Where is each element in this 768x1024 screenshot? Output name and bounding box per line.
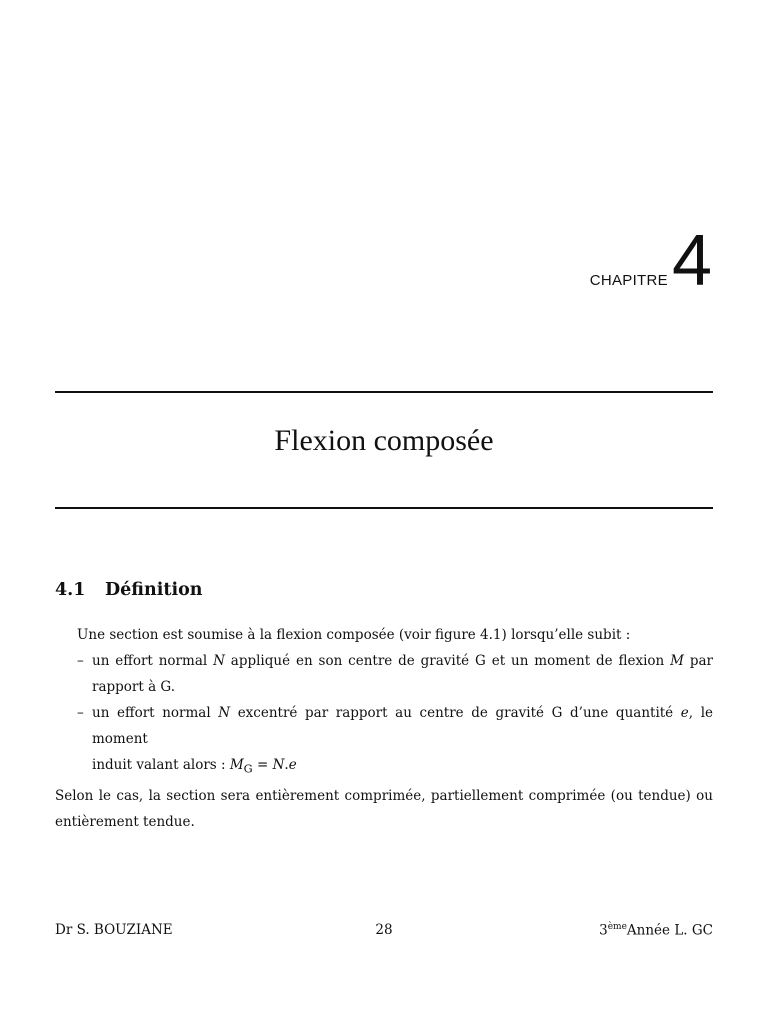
- list-item-line: rapport à G.: [92, 679, 176, 695]
- footer-course-label: Année L. GC: [626, 922, 713, 939]
- text-run: excentré par rapport au centre de gravité G d’une quantité: [230, 705, 681, 721]
- list-item-line: [92, 752, 713, 783]
- math-symbol: e: [288, 757, 297, 773]
- conclusion-line: Selon le cas, la section sera entièrement comprimée, partiellement comprimée (ou tendue) ou: [55, 787, 713, 804]
- conclusion-line: entièrement tendue.: [55, 813, 195, 830]
- footer-ordinal: ème: [607, 922, 627, 932]
- text-run: par: [683, 653, 713, 669]
- list-dash: –: [77, 653, 84, 669]
- chapter-heading: [589, 221, 712, 301]
- intro-paragraph: Une section est soumise à la flexion composée (voir figure 4.1) lorsqu’elle subit :: [77, 627, 631, 643]
- list-item: [55, 700, 713, 783]
- list-item-line: [92, 648, 713, 674]
- list-dash: –: [77, 705, 84, 721]
- section-heading: [55, 580, 203, 600]
- math-symbol: e: [680, 705, 689, 721]
- bottom-rule: [55, 507, 713, 509]
- footer-author: Dr S. BOUZIANE: [55, 922, 173, 938]
- section-title: Définition: [105, 580, 203, 600]
- chapter-label: CHAPITRE: [589, 272, 668, 289]
- math-operator: =: [252, 757, 273, 773]
- text-run: un effort normal: [92, 705, 219, 721]
- math-subscript: G: [243, 762, 253, 776]
- math-symbol: M: [229, 757, 244, 773]
- top-rule: [55, 391, 713, 393]
- text-run: appliqué en son centre de gravité G et un moment de flexion: [224, 653, 671, 669]
- math-symbol: M: [670, 653, 684, 669]
- footer-course: [599, 922, 713, 939]
- chapter-number: 4: [671, 221, 712, 301]
- text-run: un effort normal: [92, 653, 214, 669]
- math-symbol: N: [218, 705, 231, 721]
- page-number: 28: [375, 922, 393, 938]
- section-body: [55, 622, 713, 835]
- text-run: induit valant alors :: [92, 757, 230, 773]
- math-symbol: N: [213, 653, 225, 669]
- list-item: [55, 648, 713, 700]
- math-operator: .: [284, 757, 289, 773]
- section-number: 4.1: [55, 580, 86, 600]
- text-run: , le moment: [92, 705, 714, 747]
- math-symbol: N: [272, 757, 285, 773]
- chapter-title: Flexion composée: [274, 424, 494, 457]
- footer-year: 3: [599, 922, 608, 939]
- list-item-line: [92, 700, 713, 752]
